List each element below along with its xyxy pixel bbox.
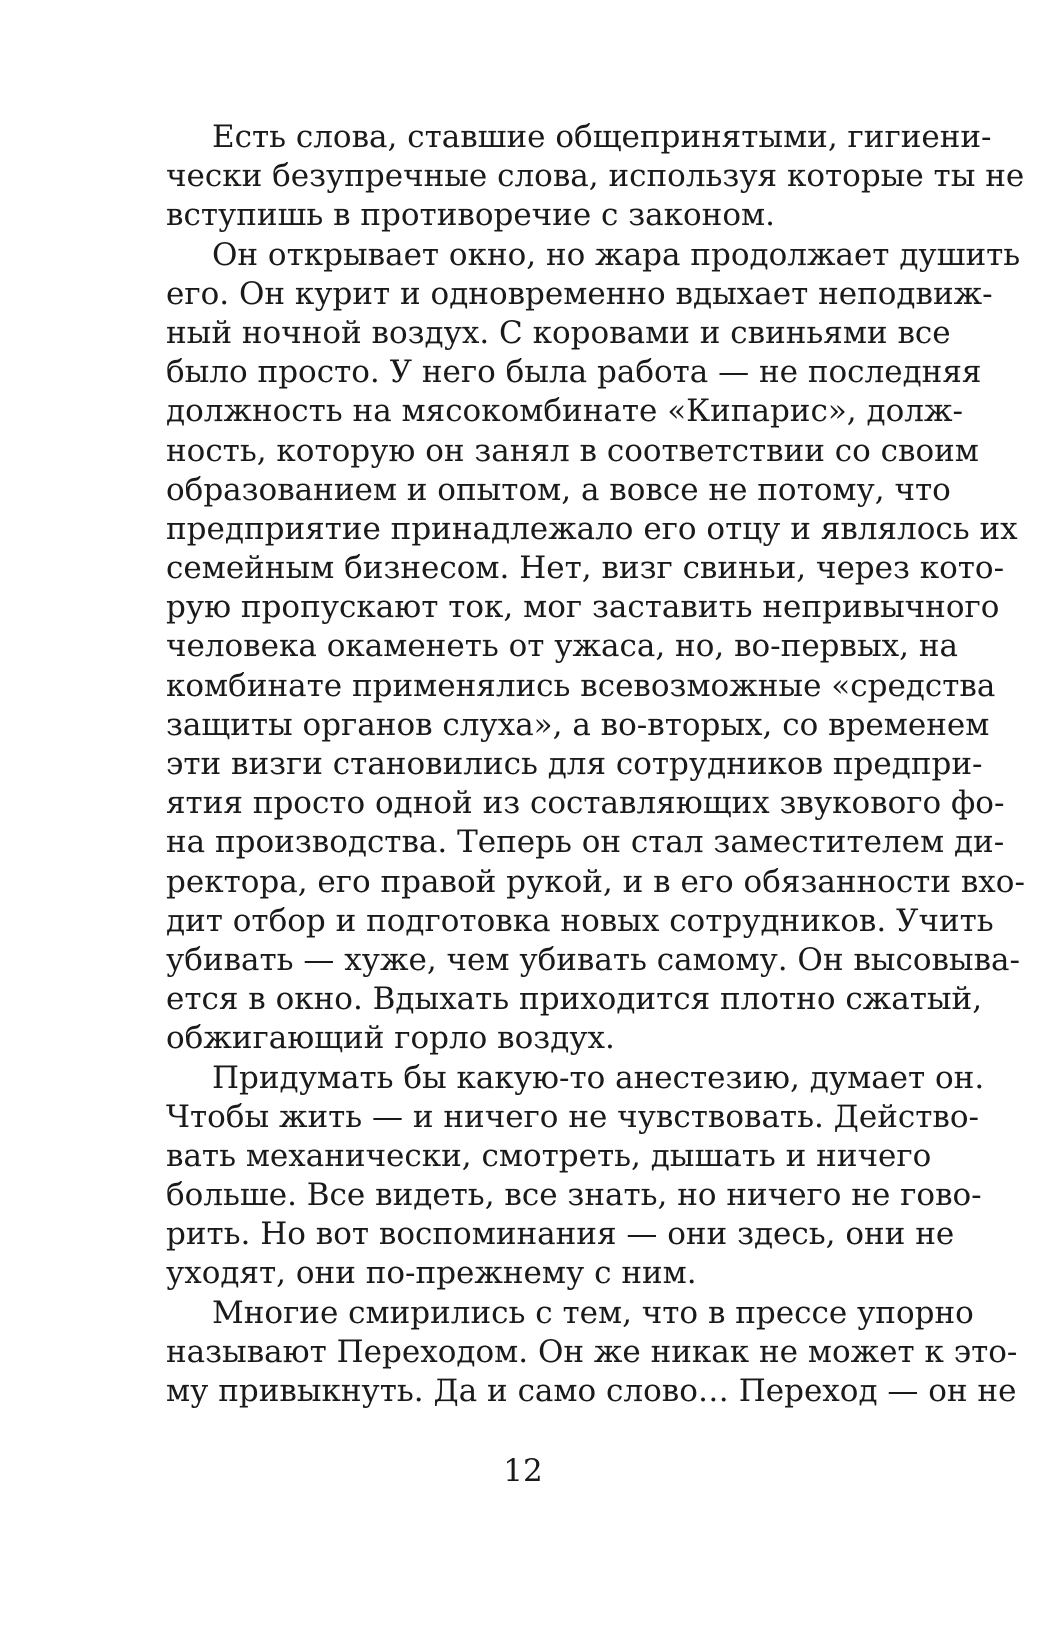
text-line: человека окаменеть от ужаса, но, во-первых, на — [166, 628, 958, 665]
text-line: вступишь в противоречие с законом. — [166, 197, 775, 234]
text-line: дит отбор и подготовка новых сотрудников. Учить — [166, 902, 994, 939]
text-line: Чтобы жить — и ничего не чувствовать. Действо- — [166, 1098, 979, 1135]
paragraph — [166, 118, 1025, 236]
text-line: Многие смирились с тем, что в прессе упорно — [212, 1294, 974, 1331]
text-line: ректора, его правой рукой, и в его обязанности вхо- — [166, 863, 1025, 900]
text-line: его. Он курит и одновременно вдыхает неподвиж- — [166, 275, 993, 312]
text-line: му привыкнуть. Да и само слово… Переход — он не — [166, 1373, 1017, 1409]
text-line: ность, которую он занял в соответствии со своим — [166, 432, 979, 469]
paragraph — [166, 236, 1025, 1059]
text-line: эти визги становились для сотрудников предпри- — [166, 746, 983, 782]
text-line: ется в окно. Вдыхать приходится плотно сжатый, — [166, 981, 983, 1018]
text-line: предприятие принадлежало его отцу и являлось их — [166, 510, 1018, 547]
paragraph — [166, 1294, 1018, 1412]
page-number: 12 — [503, 1453, 543, 1489]
text-line: комбинате применялись всевозможные «средства — [166, 667, 996, 704]
body-text — [166, 118, 1025, 1411]
text-line: было просто. У него была работа — не последняя — [166, 354, 982, 391]
text-line: Есть слова, ставшие общепринятыми, гигиени- — [212, 119, 992, 155]
text-line: рую пропускают ток, мог заставить непривычного — [166, 589, 1000, 626]
text-line: должность на мясокомбинате «Кипарис», долж- — [166, 393, 963, 430]
text-line: больше. Все видеть, все знать, но ничего не гово- — [166, 1177, 982, 1214]
text-line: семейным бизнесом. Нет, визг свиньи, через кото- — [166, 550, 1005, 587]
text-line: Придумать бы какую-то анестезию, думает он. — [212, 1059, 985, 1096]
text-line: образованием и опытом, а вовсе не потому, что — [166, 471, 951, 508]
paragraph — [166, 1059, 985, 1294]
text-line: ятия просто одной из составляющих звукового фо- — [166, 785, 1005, 822]
text-line: на производства. Теперь он стал заместителем ди- — [166, 824, 1005, 861]
text-line: защиты органов слуха», а во-вторых, со временем — [166, 706, 990, 743]
text-line: ный ночной воздух. С коровами и свиньями все — [166, 314, 951, 351]
text-line: вать механически, смотреть, дышать и ничего — [166, 1137, 932, 1174]
text-line: называют Переходом. Он же никак не может к это- — [166, 1333, 1018, 1370]
text-line: Он открывает окно, но жара продолжает душить — [212, 236, 1021, 273]
text-line: убивать — хуже, чем убивать самому. Он высовыва- — [166, 941, 1021, 978]
text-line: рить. Но вот воспоминания — они здесь, они не — [166, 1216, 955, 1253]
text-line: чески безупречные слова, используя которые ты не — [166, 158, 1025, 195]
text-line: обжигающий горло воздух. — [166, 1020, 615, 1057]
text-line: уходят, они по-прежнему с ним. — [166, 1255, 697, 1292]
